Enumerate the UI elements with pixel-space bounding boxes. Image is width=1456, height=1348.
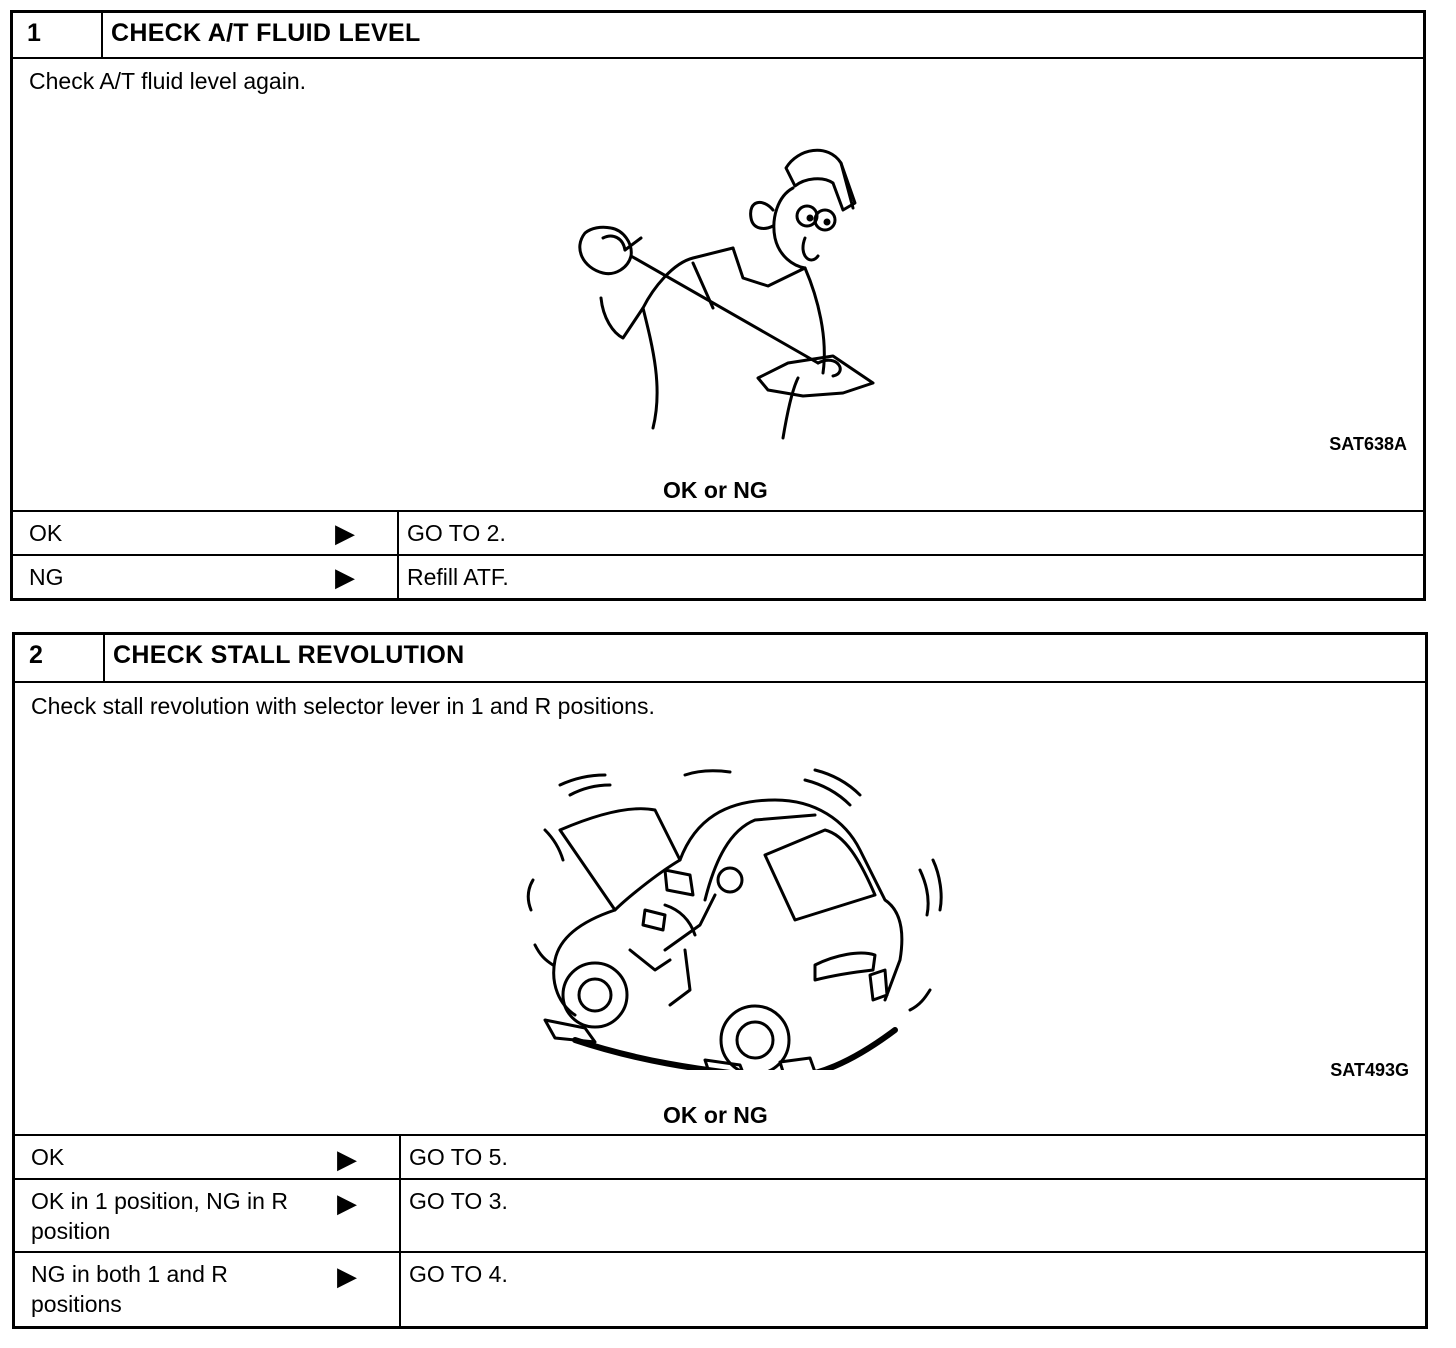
column-divider [397, 512, 399, 554]
row-condition: OK in 1 position, NG in R position [31, 1188, 288, 1244]
arrow-right-icon: ▶ [335, 562, 355, 592]
step-1-row-ok [13, 510, 1423, 554]
arrow-right-icon: ▶ [335, 518, 355, 548]
row-condition: OK [31, 1144, 65, 1170]
step-2-row-ok [15, 1134, 1425, 1178]
row-condition: OK [29, 520, 63, 546]
step-2-header [15, 635, 1425, 683]
column-divider [399, 1180, 401, 1251]
step-1-box [10, 10, 1426, 601]
step-1-header [13, 13, 1423, 59]
column-divider [399, 1136, 401, 1178]
row-action: GO TO 5. [409, 1144, 508, 1170]
step-2-result-label: OK or NG [663, 1102, 768, 1128]
mechanic-checking-dipstick-illustration [543, 138, 883, 448]
arrow-right-icon: ▶ [337, 1188, 357, 1218]
step-2-row-ng-both [15, 1251, 1425, 1326]
step-1-title: CHECK A/T FLUID LEVEL [111, 19, 421, 47]
row-condition: NG [29, 564, 64, 590]
step-2-number: 2 [15, 635, 105, 681]
step-1-result-label: OK or NG [663, 477, 768, 503]
column-divider [397, 556, 399, 598]
car-stall-test-illustration [515, 760, 945, 1070]
column-divider [399, 1253, 401, 1326]
arrow-right-icon: ▶ [337, 1144, 357, 1174]
step-1-description: Check A/T fluid level again. [29, 68, 307, 94]
row-action: GO TO 4. [409, 1261, 508, 1287]
step-2-figure-code: SAT493G [1330, 1060, 1409, 1080]
arrow-right-icon: ▶ [337, 1261, 357, 1291]
step-2-description: Check stall revolution with selector lever in 1 and R positions. [31, 693, 655, 719]
step-2-title: CHECK STALL REVOLUTION [113, 641, 465, 669]
row-condition: NG in both 1 and R positions [31, 1261, 228, 1317]
step-2-box [12, 632, 1428, 1329]
step-2-row-ok-1-ng-r [15, 1178, 1425, 1251]
step-1-figure-code: SAT638A [1329, 434, 1407, 454]
row-action: GO TO 3. [409, 1188, 508, 1214]
step-1-number: 1 [13, 13, 103, 57]
row-action: Refill ATF. [407, 564, 509, 590]
row-action: GO TO 2. [407, 520, 506, 546]
step-1-row-ng [13, 554, 1423, 598]
